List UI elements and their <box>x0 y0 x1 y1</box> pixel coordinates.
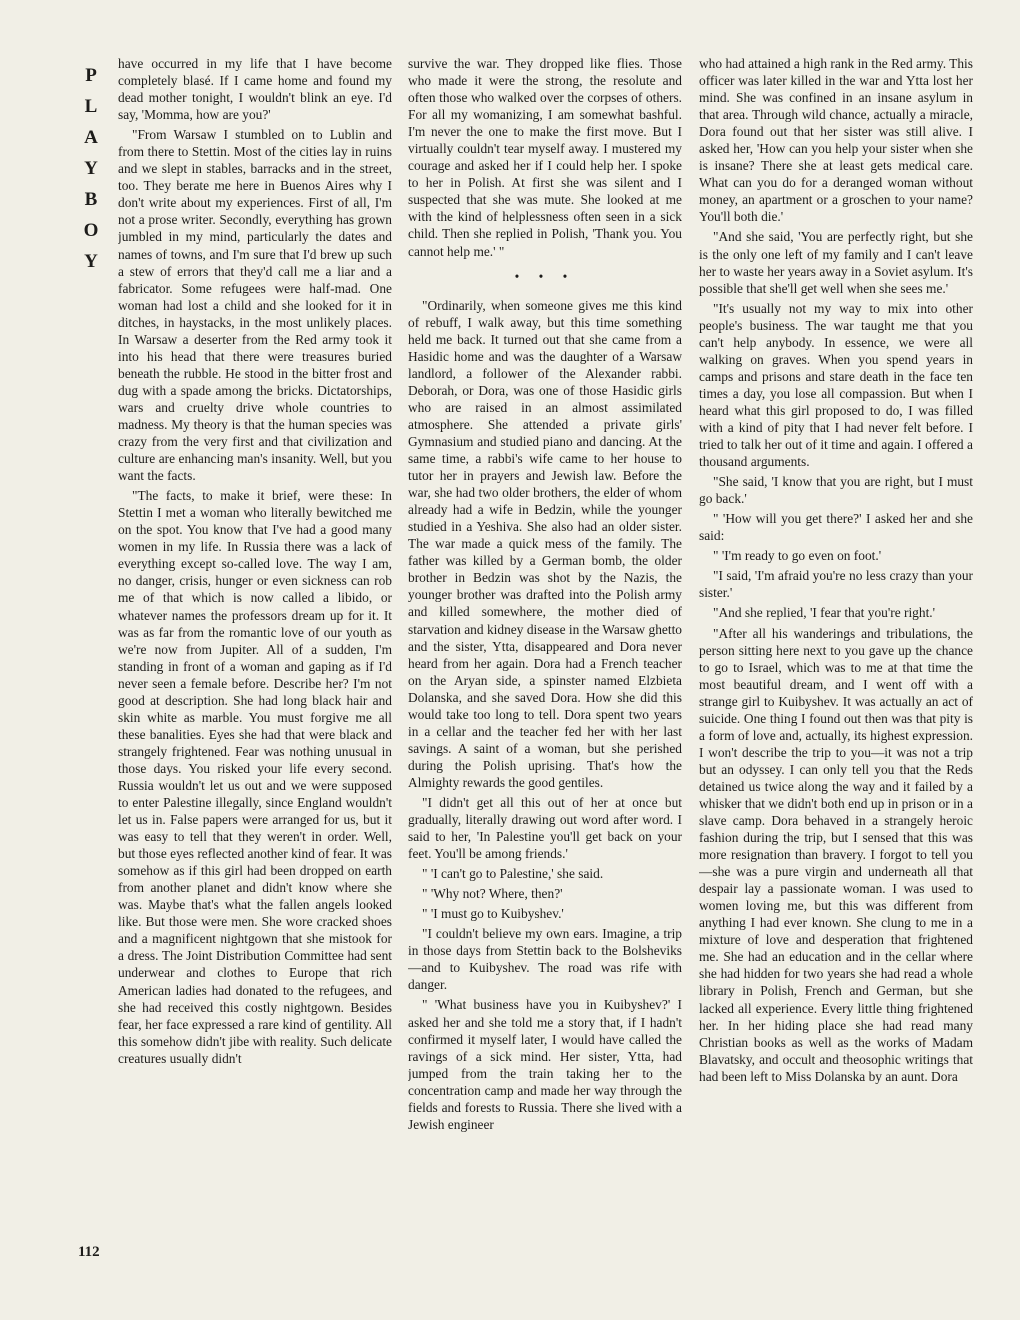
masthead-letter: O <box>83 220 99 241</box>
text-column-1 <box>118 55 392 1270</box>
masthead-letter: L <box>84 96 98 117</box>
paragraph: "It's usually not my way to mix into other people's business. The war taught me that you can't help anybody. In essence, we were all walking on graves. When you spend years in camps and prisons and stare death in the face ten times a day, you lose all compassion. But when I heard what this girl proposed to do, I was filled with a kind of pity that I had never felt before. I tried to talk her out of it time and again. I offered a thousand arguments. <box>699 300 973 470</box>
paragraph: "I didn't get all this out of her at once but gradually, literally drawing out word after word. I said to her, 'In Palestine you'll get back on your feet. You'll be among friends.' <box>408 794 682 862</box>
paragraph: "And she replied, 'I fear that you're right.' <box>713 605 936 621</box>
paragraph: "After all his wanderings and tribulations, the person sitting here next to you gave up the chance to go to Israel, which was to me at that time the most beautiful dream, and I went off with a strange girl to Kuibyshev. It was actually an act of suicide. One thing I found out then was that pity is a form of love and, actually, its highest expression. I won't describe the trip to you—it was not a trip but an odyssey. I can only tell you that the Reds detained us twice along the way and it failed by a whisker that we didn't both end up in prison or in a slave camp. Dora behaved in a strangely heroic fashion during the trip, but I sensed that this was more resignation than bravery. I forgot to tell you—she was a pure virgin and underneath all that despair lay a passionate woman. I was used to women loving me, but this was different from anything I had ever known. She clung to me in a mixture of love and desperation that frightened me. She had an education and in the cellar where she had hidden for two years she had read a whole library in Polish, French and German, but she lacked all experience. Every little thing frightened her. In her hiding place she had read many Christian books as well as the works of Madam Blavatsky, and occult and theosophic writings that had been left to Miss Dolanska by an aunt. Dora <box>699 625 973 1084</box>
masthead-letter: A <box>84 127 98 148</box>
paragraph: "She said, 'I know that you are right, but I must go back.' <box>699 474 973 507</box>
paragraph: who had attained a high rank in the Red army. This officer was later killed in the war and Ytta lost her mind. She was confined in an insane asylum in that area. Through wild chance, actually a miracle, Dora found out that her sister was still alive. I asked her, 'How can you help your sister when she is insane? There she at least gets medical care. What can you do for a deranged woman without money, an apartment or a groschen to your name? You'll both die.' <box>699 56 973 225</box>
text-column-3 <box>699 55 973 1270</box>
paragraph: "From Warsaw I stumbled on to Lublin and from there to Stettin. Most of the cities lay in ruins and we slept in stables, barracks and in the street, too. They berate me here in Buenos Aires why I don't write about my experiences. First of all, I'm not a prose writer. Secondly, everything has grown jumbled in my mind, particularly the dates and names of towns, and I'm sure that I'd brew up such a stew of errors that they'd call me a liar and a fabricator. Some refugees were half-mad. One woman had lost a child and she looked for it in ditches, in haystacks, in the most unlikely places. In Warsaw a deserter from the Red army took it into his head that there were treasures buried beneath the rubble. He stood in the bitter frost and dug with a spade among the bricks. Dictatorships, wars and cruelty drive whole countries to madness. My theory is that the human species was crazy from the very first and that civilization and culture are enhancing man's insanity. Well, but you want the facts. <box>118 127 392 484</box>
paragraph: " 'I must go to Kuibyshev.' <box>422 906 564 922</box>
paragraph: "I couldn't believe my own ears. Imagine, a trip in those days from Stettin back to the Bolsheviks—and to Kuibyshev. The road was rife with danger. <box>408 926 682 993</box>
paragraph: " 'Why not? Where, then?' <box>422 886 563 902</box>
paragraph: have occurred in my life that I have become completely blasé. If I came home and found my dead mother tonight, I wouldn't blink an eye. I'd say, 'Momma, how are you?' <box>118 56 392 123</box>
paragraph: " 'What business have you in Kuibyshev?' I asked her and she told me a story that, if I hadn't confirmed it myself later, I would have called the ravings of a sick mind. Her sister, Ytta, had jumped from the train taking her to the concentration camp and made her way through the fields and forests to Russia. There she lived with a Jewish engineer <box>408 997 682 1132</box>
paragraph: "Ordinarily, when someone gives me this kind of rebuff, I walk away, but this time something held me back. It turned out that she came from a Hasidic home and was the daughter of a Warsaw landlord, a follower of the Alexander rabbi. Deborah, or Dora, was one of those Hasidic girls who are raised in an almost assimilated atmosphere. She attended a private girls' Gymnasium and studied piano and dancing. At the same time, a rabbi's wife came to her house to tutor her in prayers and Jewish law. Before the war, she had two older brothers, the elder of whom already had a wife in Bedzin, while the younger studied in a Yeshiva. She also had an older sister. The war made a quick mess of the family. The father was killed by a German bomb, the older brother in Bedzin was shot by the Nazis, the younger brother was drafted into the Polish army and killed somewhere, the mother died of starvation and kidney disease in the Warsaw ghetto and the sister, Ytta, disappeared and Dora never heard from her again. Dora had a French teacher on the Aryan side, a spinster named Elzbieta Dolanska, and she saved Dora. How she did this would take too long to tell. Dora spent two years in a cellar and the teacher fed her with her last savings. A saint of a woman, but she perished during the Polish uprising. That's how the Almighty rewards the good gentiles. <box>408 297 682 790</box>
paragraph: " 'I can't go to Palestine,' she said. <box>422 866 604 882</box>
magazine-masthead-vertical <box>80 60 102 277</box>
masthead-letter: B <box>84 189 98 210</box>
masthead-letter: Y <box>84 251 98 272</box>
masthead-letter: P <box>85 65 97 86</box>
text-column-2 <box>408 55 682 1270</box>
masthead-letter: Y <box>84 158 98 179</box>
paragraph: " 'How will you get there?' I asked her and she said: <box>699 511 973 544</box>
paragraph: "The facts, to make it brief, were these: In Stettin I met a woman who literally bewitched me on the spot. You know that I've had a good many women in my life. In Russia there was a lack of everything except so-called love. The way I am, no danger, crisis, hunger or even sickness can rob me of that which is now called a libido, or whatever names the professors dream up for it. It was as far from the romantic love of our youth as we're now from Jupiter. All of a sudden, I'm standing in front of a woman and gaping as if I'd never seen a female before. Describe her? I'm not good at description. She had long black hair and skin white as marble. You must forgive me all these banalities. Eyes she had that were black and strangely frightened. Fear was nothing unusual in those days. You risked your life every second. Russia wouldn't let us out and we were supposed to enter Palestine illegally, since England wouldn't let us in. False papers were arranged for us, but it was easy to tell that they weren't in order. Well, but those eyes reflected another kind of fear. It was somehow as if this girl had been dropped on earth from another planet and didn't know where she was. Maybe that's what the fallen angels looked like. But those were men. She wore cracked shoes and a magnificent nightgown that she mistook for a dress. The Joint Distribution Committee had sent underwear and clothes to Europe that rich American ladies had donated to the refugees, and she had received this costly nightgown. Besides fear, her face expressed a rare kind of gentility. All this somehow didn't jibe with reality. Such delicate creatures usually didn't <box>118 488 392 1066</box>
paragraph: survive the war. They dropped like flies. Those who made it were the strong, the resolute and often those who walked over the corpses of others. For all my womanizing, I am somewhat bashful. I'm never the one to make the first move. But I virtually couldn't tear myself away. I mustered my courage and asked her if I could help her. I spoke to her in Polish. At first she was silent and I suspected that she was mute. She looked at me with the kind of helplessness often seen in a sick child. Then she replied in Polish, 'Thank you. You cannot help me.' " <box>408 56 682 259</box>
page-number: 112 <box>78 1244 100 1260</box>
paragraph: "And she said, 'You are perfectly right, but she is the only one left of my family and I can't leave her to waste her years away in a Soviet asylum. It's possible that she'll get well when she sees me.' <box>699 229 973 296</box>
paragraph: "I said, 'I'm afraid you're no less crazy than your sister.' <box>699 568 973 601</box>
section-separator: • • • <box>514 268 576 284</box>
paragraph: " 'I'm ready to go even on foot.' <box>713 548 882 564</box>
